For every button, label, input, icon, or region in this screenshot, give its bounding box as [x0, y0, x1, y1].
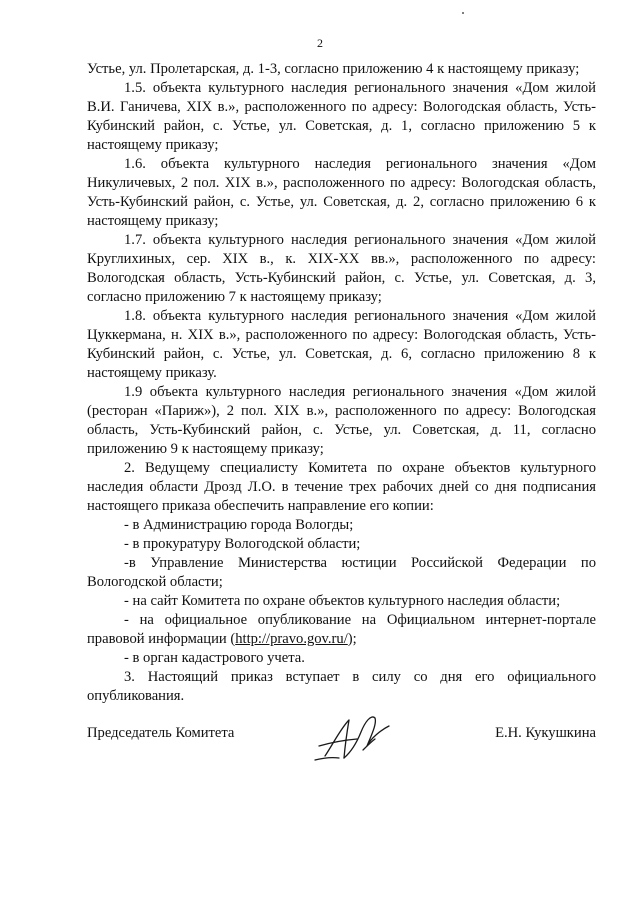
point-2: 2. Ведущему специалисту Комитета по охране объектов культурного наследия области Дрозд Л.О. в течение трех рабочих дней со дня подписания настоящего приказа обеспечить направление его копии: — [87, 460, 596, 514]
recipient-administration: - в Администрацию города Вологды; — [124, 517, 354, 533]
item-1-8: 1.8. объекта культурного наследия регионального значения «Дом жилой Цуккермана, н. XIX в.», расположенного по адресу: Вологодская область, Усть-Кубинский район, с. Устье, ул. Советская, д. 6, согласно приложению 8 к настоящему приказу. — [87, 308, 596, 381]
recipient-prosecutor: - в прокуратуру Вологодской области; — [124, 536, 361, 552]
publication-suffix: ); — [347, 631, 357, 647]
recipient-committee-site: - на сайт Комитета по охране объектов культурного наследия области; — [124, 593, 561, 609]
item-1-6: 1.6. объекта культурного наследия регионального значения «Дом Никуличевых, 2 пол. XIX в.», расположенного по адресу: Вологодская область, Усть-Кубинский район, с. Устье, ул. Советская, д. 2, согласно приложению 6 к настоящему приказу; — [87, 156, 596, 229]
recipient-cadastre: - в орган кадастрового учета. — [124, 650, 305, 666]
publication-prefix: - на официальное опубликование на Официальном интернет-портале правовой информации ( — [87, 612, 596, 647]
point-3: 3. Настоящий приказ вступает в силу со дня его официального опубликования. — [87, 669, 596, 704]
signature-block — [87, 720, 596, 770]
recipient-publication — [87, 611, 596, 649]
intro-tail: Устье, ул. Пролетарская, д. 1-3, согласно приложению 4 к настоящему приказу; — [87, 61, 580, 77]
item-1-5: 1.5. объекта культурного наследия регионального значения «Дом жилой В.И. Ганичева, XIX в.», расположенного по адресу: Вологодская область, Усть-Кубинский район, с. Устье, ул. Советская, д. 1, согласно приложению 5 к настоящему приказу; — [87, 80, 596, 153]
scan-speck — [462, 12, 464, 14]
handwritten-signature — [311, 706, 401, 766]
document-body — [87, 60, 596, 706]
signatory-name: Е.Н. Кукушкина — [495, 725, 596, 741]
item-1-9: 1.9 объекта культурного наследия регионального значения «Дом жилой (ресторан «Париж»), 2 пол. XIX в.», расположенного по адресу: Вологодская область, Усть-Кубинский район, с. Устье, ул. Советская, д. 11, согласно приложению 9 к настоящему приказу; — [87, 384, 596, 457]
recipient-justice: -в Управление Министерства юстиции Российской Федерации по Вологодской области; — [87, 555, 596, 590]
item-1-7: 1.7. объекта культурного наследия регионального значения «Дом жилой Круглихиных, сер. XIX в., к. XIX-XX вв.», расположенного по адресу: Вологодская область, Усть-Кубинский район, с. Устье, ул. Советская, д. 3, согласно приложению 7 к настоящему приказу; — [87, 232, 596, 305]
signatory-title: Председатель Комитета — [87, 725, 235, 741]
page-number: 2 — [317, 36, 323, 50]
pravo-link[interactable]: http://pravo.gov.ru/ — [235, 631, 348, 647]
